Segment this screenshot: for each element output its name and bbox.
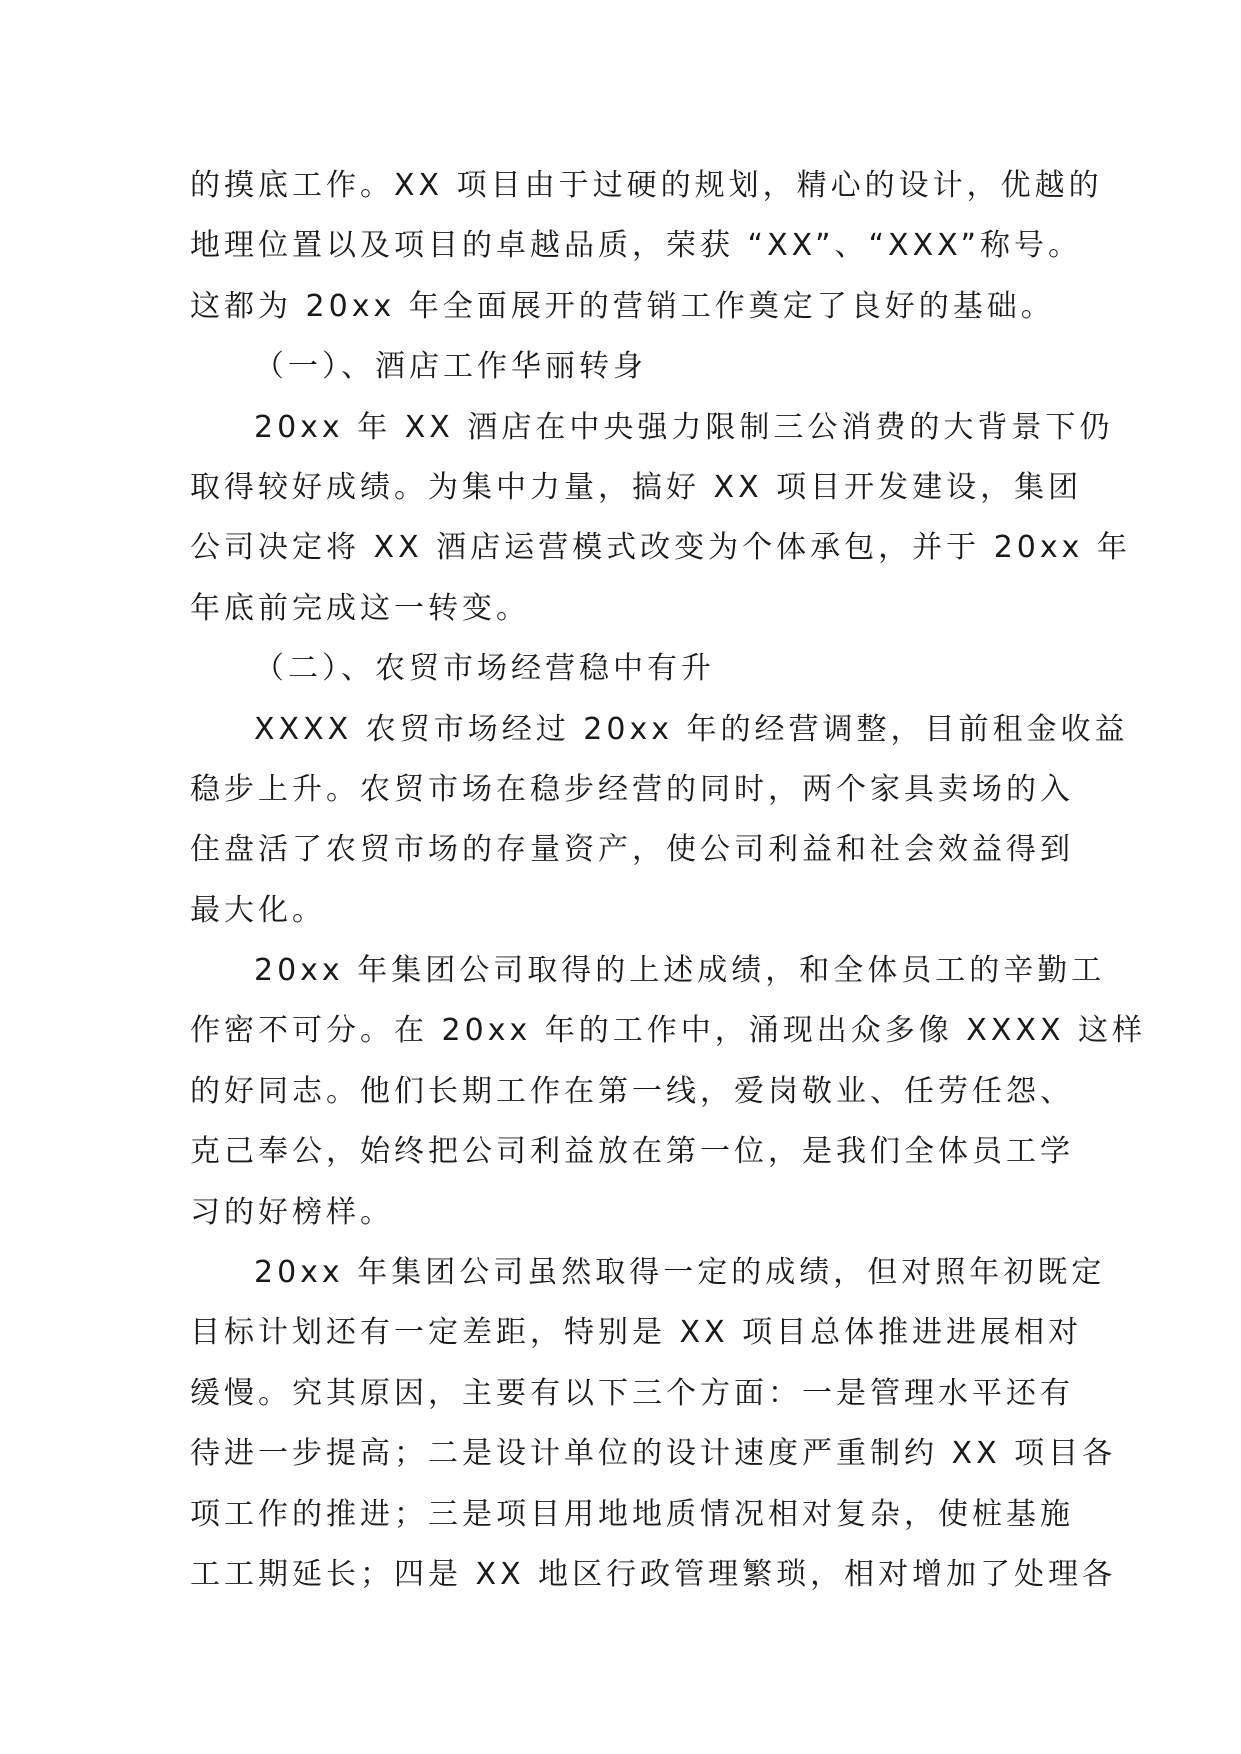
paragraph-start: XXXX 农贸市场经过 20xx 年的经营调整，目前租金收益 bbox=[254, 711, 1129, 747]
text-line: 公司决定将 XX 酒店运营模式改变为个体承包，并于 20xx 年 bbox=[190, 530, 1131, 566]
paragraph-start: 20xx 年集团公司虽然取得一定的成绩，但对照年初既定 bbox=[254, 1255, 1106, 1291]
text-line: 目标计划还有一定差距，特别是 XX 项目总体推进进展相对 bbox=[190, 1315, 1083, 1351]
text-line: 工工期延长；四是 XX 地区行政管理繁琐，相对增加了处理各 bbox=[190, 1556, 1117, 1592]
text-line: 最大化。 bbox=[190, 892, 326, 928]
text-line: 取得较好成绩。为集中力量，搞好 XX 项目开发建设，集团 bbox=[190, 469, 1083, 505]
section-heading-hotel: （一）、酒店工作华丽转身 bbox=[254, 349, 647, 385]
text-line: 习的好榜样。 bbox=[190, 1194, 394, 1230]
text-line: 年底前完成这一转变。 bbox=[190, 590, 530, 626]
text-line: 待进一步提高；二是设计单位的设计速度严重制约 XX 项目各 bbox=[190, 1436, 1117, 1472]
text-line: 克己奉公，始终把公司利益放在第一位，是我们全体员工学 bbox=[190, 1134, 1074, 1170]
text-line: 的好同志。他们长期工作在第一线，爱岗敬业、任劳任怨、 bbox=[190, 1073, 1074, 1109]
text-line: 的摸底工作。XX 项目由于过硬的规划，精心的设计，优越的 bbox=[190, 168, 1103, 203]
document-body bbox=[190, 156, 1147, 1605]
text-line: 作密不可分。在 20xx 年的工作中，涌现出众多像 XXXX 这样 bbox=[190, 1013, 1147, 1049]
section-heading-market: （二）、农贸市场经营稳中有升 bbox=[254, 651, 715, 687]
text-line: 稳步上升。农贸市场在稳步经营的同时，两个家具卖场的入 bbox=[190, 771, 1074, 807]
paragraph-start: 20xx 年 XX 酒店在中央强力限制三公消费的大背景下仍 bbox=[254, 409, 1114, 445]
text-line: 住盘活了农贸市场的存量资产，使公司利益和社会效益得到 bbox=[190, 832, 1074, 868]
text-line: 项工作的推进；三是项目用地地质情况相对复杂，使桩基施 bbox=[190, 1496, 1074, 1532]
paragraph-start: 20xx 年集团公司取得的上述成绩，和全体员工的辛勤工 bbox=[254, 953, 1106, 989]
text-line: 缓慢。究其原因，主要有以下三个方面：一是管理水平还有 bbox=[190, 1375, 1074, 1411]
text-line: 这都为 20xx 年全面展开的营销工作奠定了良好的基础。 bbox=[190, 288, 1055, 324]
text-line: 地理位置以及项目的卓越品质，荣获 “XX”、“XXX”称号。 bbox=[190, 228, 1083, 264]
